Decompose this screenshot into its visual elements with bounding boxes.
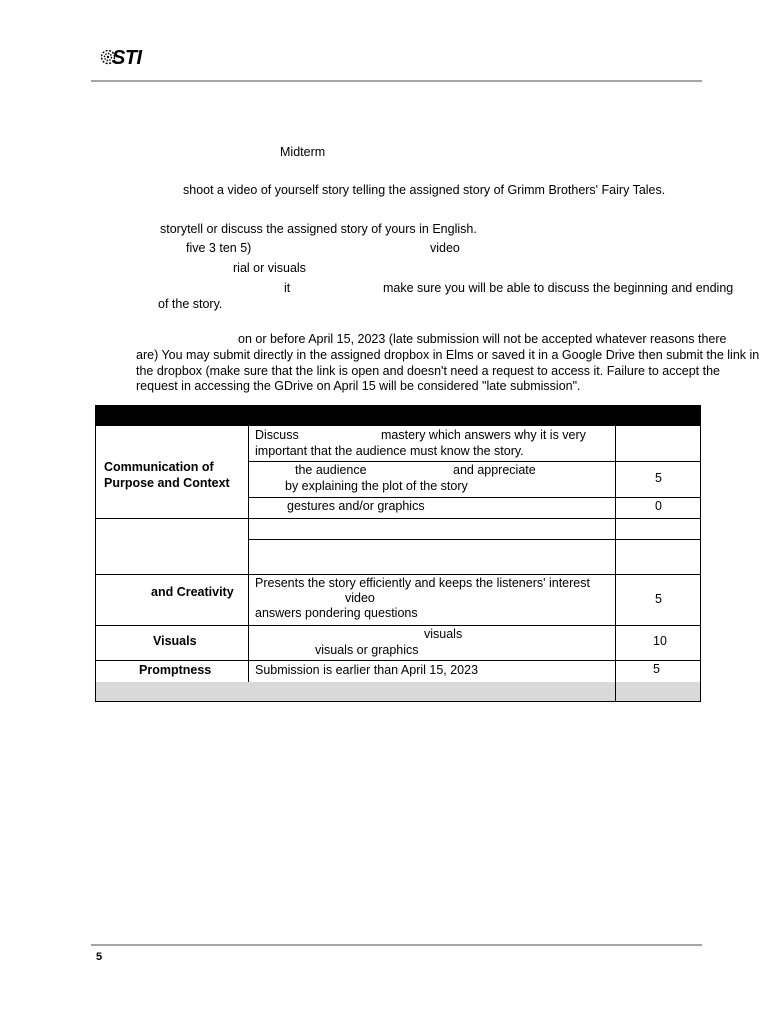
criterion-visuals: Visuals (153, 634, 197, 648)
comm-desc-1b: mastery which answers why it is very (381, 428, 586, 442)
deadline-text: on or before April 15, 2023 (late submission will not be accepted whatever reasons there (238, 332, 727, 346)
page-number: 5 (96, 951, 103, 963)
guideline-story-end: of the story. (158, 297, 223, 311)
guideline-duration: five 3 ten 5) (186, 241, 252, 255)
creativity-desc-1: Presents the story efficiently and keeps the listeners' interest (255, 576, 590, 590)
rubric-total-row (95, 682, 701, 702)
guideline-it: it (284, 281, 291, 295)
submission-paragraph: are) You may submit directly in the assigned dropbox in Elms or saved it in a Google Drive then submit the link in the dropbox (make sure that the link is open and doesn't need a request to access it. Failure to accept the request in accessing the GDrive on April 15 will be considered "late submission". (136, 348, 760, 393)
criterion-creativity: and Creativity (151, 585, 234, 599)
visuals-points: 10 (653, 634, 667, 648)
creativity-desc-2: video (345, 591, 375, 605)
comm-desc-2c: by explaining the plot of the story (285, 479, 468, 493)
guideline-visuals: rial or visuals (233, 261, 306, 275)
guideline-storytell: storytell or discuss the assigned story of yours in English. (160, 222, 477, 236)
visuals-desc-2: visuals or graphics (315, 643, 419, 657)
criterion-communication: Communication of Purpose and Context (104, 460, 230, 490)
sti-logo: STI (112, 47, 142, 69)
rubric-header-row (95, 405, 701, 426)
comm-points-2: 5 (655, 471, 662, 485)
promptness-points: 5 (653, 662, 660, 676)
guideline-make-sure: make sure you will be able to discuss the beginning and ending (383, 281, 734, 295)
header-divider (91, 80, 702, 82)
comm-desc-2b: and appreciate (453, 463, 536, 477)
comm-desc-3: gestures and/or graphics (287, 499, 425, 513)
promptness-desc: Submission is earlier than April 15, 2023 (255, 663, 479, 677)
creativity-desc-3: answers pondering questions (255, 606, 418, 620)
creativity-points: 5 (655, 592, 662, 606)
comm-points-3: 0 (655, 499, 662, 513)
page-title: Midterm (280, 145, 326, 159)
guideline-video: video (430, 241, 460, 255)
visuals-desc-1: visuals (424, 627, 463, 641)
rubric-table (95, 405, 701, 702)
comm-desc-1a: Discuss (255, 428, 299, 442)
criterion-promptness: Promptness (139, 663, 212, 677)
instruction-text: shoot a video of yourself story telling the assigned story of Grimm Brothers' Fairy Tales. (183, 183, 666, 197)
comm-desc-1c: important that the audience must know the story. (255, 444, 524, 458)
footer-divider (91, 944, 702, 946)
comm-desc-2a: the audience (295, 463, 367, 477)
